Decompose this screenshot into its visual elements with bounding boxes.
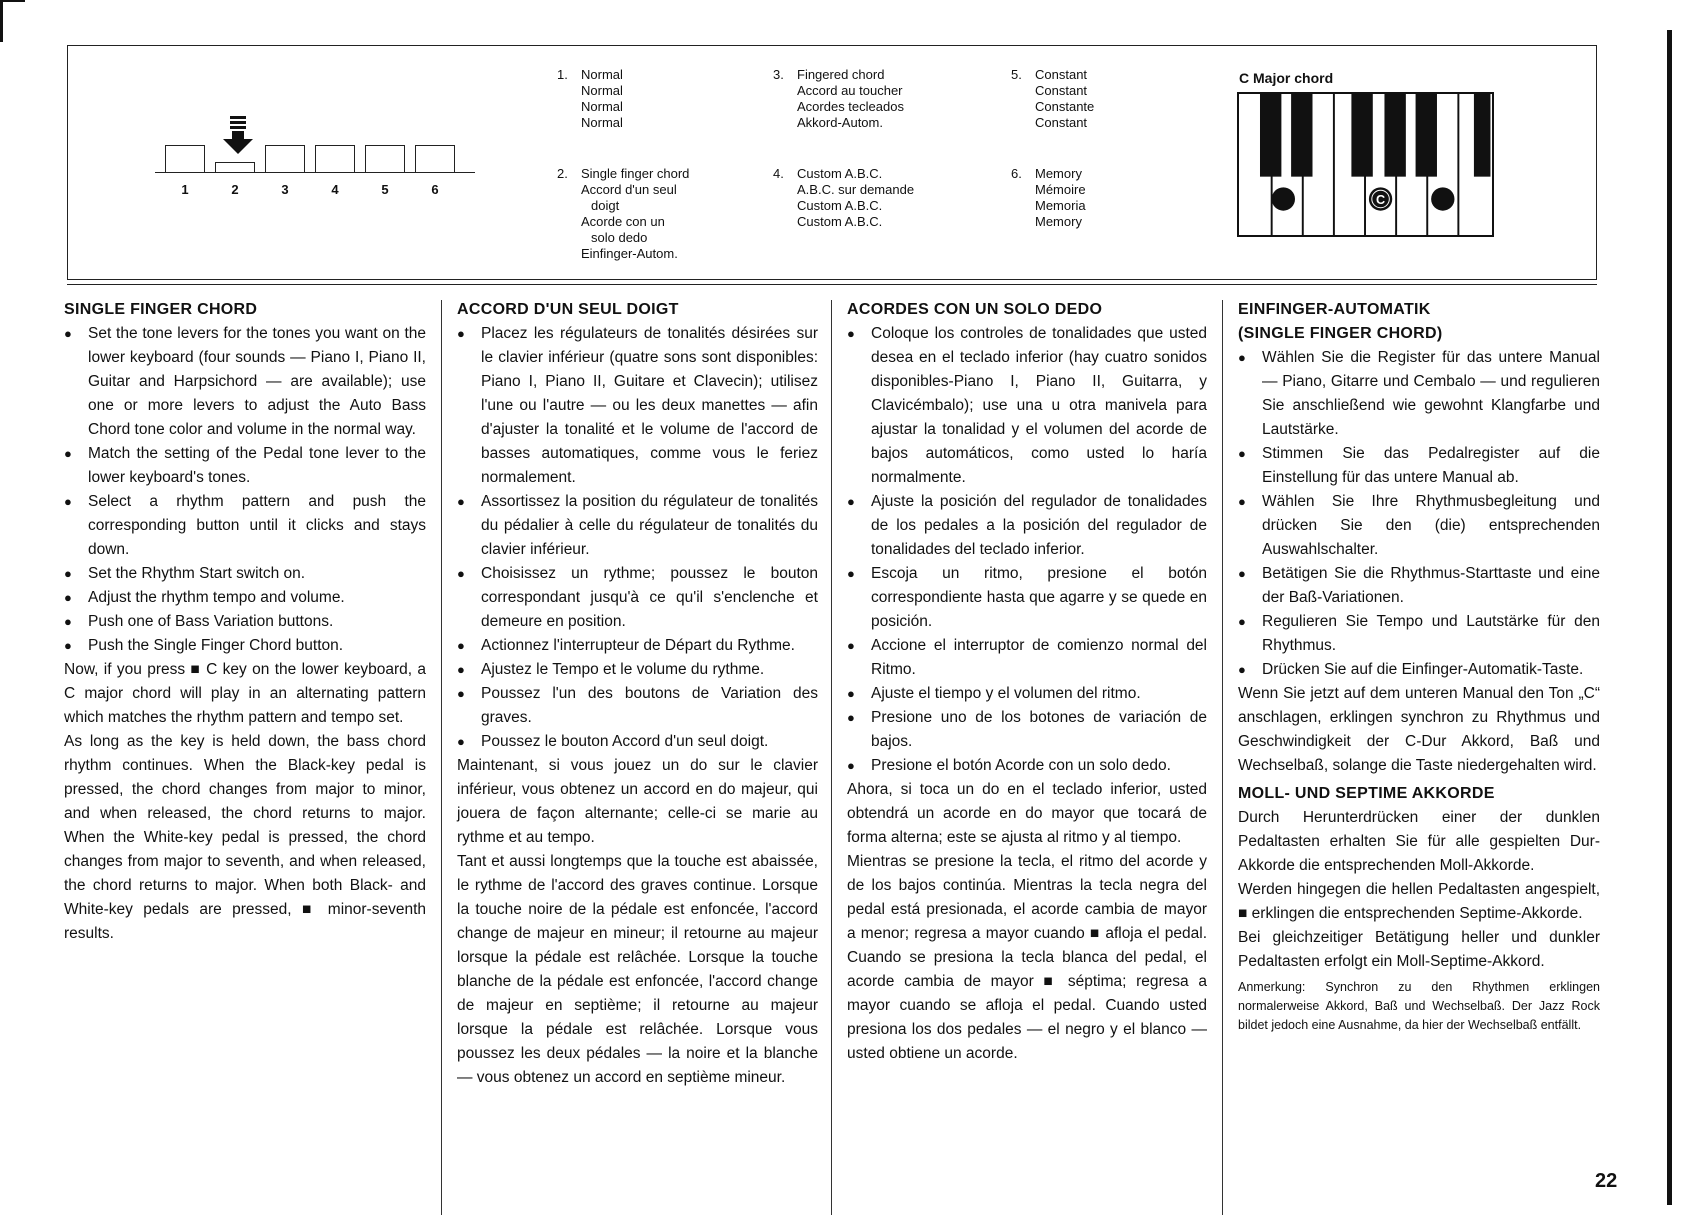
list-item: ● Select a rhythm pattern and push the corresponding button until it clicks and stays down. [64, 490, 426, 562]
body-paragraph: As long as the key is held down, the bass chord rhythm continues. When the Black-key pedal is pressed, the chord changes from major to minor, and when released, the chord returns to major. When the White-key pedal is pressed, the chord changes from major to seventh, and when released, the chord returns to major. When both Black- and White-key pedals are pressed, ■ minor-seventh results. [64, 733, 426, 942]
selector-button-1 [165, 145, 205, 172]
list-item: ● Coloque los controles de tonalidades que usted desea en el teclado inferior (hay cuatro sonidos disponibles-Piano I, Piano II, Guitarra, y Clavicémbalo); use una u otra manivela para ajustar la tonalidad y el volumen del acorde de bajos automáticos, como usted lo haría normalmente. [847, 322, 1207, 490]
mode-name: Acorde con un [581, 214, 665, 229]
list-item: ● Presione uno de los botones de variación de bajos. [847, 706, 1207, 754]
list-item: ● Poussez le bouton Accord d'un seul doigt. [457, 730, 818, 754]
spanish-steps [847, 322, 1207, 778]
body-paragraph: Now, if you press ■ C key on the lower keyboard, a C major chord will play in an alternating pattern which matches the rhythm pattern and tempo set. [64, 661, 426, 726]
list-item: ● Choisissez un rythme; poussez le bouton correspondant jusqu'à ce qu'il s'enclenche et demeure en position. [457, 562, 818, 634]
column-divider [831, 300, 832, 1215]
body-paragraph: Mientras se presione la tecla, el ritmo del acorde y de los bajos continúa. Mientras la tecla negra del pedal está presionada, el acorde cambia de mayor a menor; regresa a mayor cuando ■ afloja el pedal. Cuando se presiona la tecla blanca del pedal, el acorde cambia de mayor ■ séptima; regresa a mayor cuando se afloja el pedal. Cuando usted presiona los dos pedales — el negro y el blanco — usted obtiene un acorde. [847, 853, 1207, 1062]
mode-name: Constant [1035, 115, 1088, 130]
spanish-column [847, 298, 1207, 1066]
list-item: ● Stimmen Sie das Pedalregister auf die Einstellung für das untere Manual ab. [1238, 442, 1600, 490]
selector-label: 1 [181, 182, 189, 197]
body-paragraph: Wenn Sie jetzt auf dem unteren Manual den Ton „C“ anschlagen, erklingen synchron zu Rhythmus und Geschwindigkeit der C-Dur Akkord, Baß und Wechselbaß, solange die Taste niedergehalten wird. [1238, 685, 1600, 774]
list-item: ● Push one of Bass Variation buttons. [64, 610, 426, 634]
body-paragraph: Bei gleichzeitiger Betätigung heller und dunkler Pedaltasten erfolgt ein Moll-Septime-Akkord. [1238, 929, 1600, 970]
german-heading: EINFINGER-AUTOMATIK [1238, 301, 1431, 318]
page-number: 22 [1595, 1170, 1618, 1192]
list-item: ● Actionnez l'interrupteur de Départ du Rythme. [457, 634, 818, 658]
mode-name: Normal [581, 67, 623, 82]
body-paragraph: Werden hingegen die hellen Pedaltasten angespielt, ■ erklingen die entsprechenden Septime-Akkorde. [1238, 881, 1600, 922]
list-item: ● Poussez l'un des boutons de Variation des graves. [457, 682, 818, 730]
mode-name: Normal [581, 83, 623, 98]
german-heading-2: MOLL- UND SEPTIME AKKORDE [1238, 785, 1495, 802]
mode-name: A.B.C. sur demande [797, 182, 915, 197]
list-item: ● Adjust the rhythm tempo and volume. [64, 586, 426, 610]
list-item: ● Accione el interruptor de comienzo normal del Ritmo. [847, 634, 1207, 682]
mode-number: 2. [557, 166, 568, 181]
list-item: ● Placez les régulateurs de tonalités désirées sur le clavier inférieur (quatre sons sont disponibles: Piano I, Piano II, Guitare et Clavecin); utilisez l'une ou l'autre — ou les deux manettes — afin d'ajuster la tonalité et le volume de l'accord de basses automatiques, comme vous le feriez normalement. [457, 322, 818, 490]
list-item: ● Drücken Sie auf die Einfinger-Automatik-Taste. [1238, 658, 1600, 682]
mode-name: Akkord-Autom. [797, 115, 883, 130]
list-item: ● Betätigen Sie die Rhythmus-Starttaste und eine der Baß-Variationen. [1238, 562, 1600, 610]
column-divider [1222, 300, 1223, 1215]
mode-selector-diagram [155, 110, 475, 200]
keyboard-marker-label: C [1376, 192, 1386, 207]
page-edge-bar [1667, 30, 1672, 1205]
list-item: ● Presione el botón Acorde con un solo dedo. [847, 754, 1207, 778]
list-item: ● Regulieren Sie Tempo und Lautstärke für den Rhythmus. [1238, 610, 1600, 658]
english-column [64, 298, 426, 946]
french-steps [457, 322, 818, 754]
selector-button-3 [265, 145, 305, 172]
selector-button-6 [415, 145, 455, 172]
spanish-heading: ACORDES CON UN SOLO DEDO [847, 301, 1103, 318]
selector-button-4 [315, 145, 355, 172]
keyboard-title: C Major chord [1239, 70, 1334, 86]
list-item: ● Match the setting of the Pedal tone lever to the lower keyboard's tones. [64, 442, 426, 490]
mode-name: doigt [591, 198, 620, 213]
list-item: ● Wählen Sie Ihre Rhythmusbegleitung und drücken Sie den (die) entsprechenden Auswahlschalter. [1238, 490, 1600, 562]
mode-name: Custom A.B.C. [797, 214, 883, 229]
list-item: ● Ajuste el tiempo y el volumen del ritmo. [847, 682, 1207, 706]
german-steps [1238, 346, 1600, 682]
down-arrow-icon [223, 116, 253, 156]
mode-number: 6. [1011, 166, 1022, 181]
selector-button-2 [215, 162, 255, 172]
mode-name: Normal [581, 115, 623, 130]
body-paragraph: Tant et aussi longtemps que la touche est abaissée, le rythme de l'accord des graves continue. Lorsque la touche noire de la pédale est enfoncée, l'accord change de majeur en mineur; il retourne au majeur lorsque la pédale est relâchée. Lorsque la touche blanche de la pédale est enfoncée, l'accord change de majeur en septième; il retourne au majeur lorsque la pédale est relâchée. Lorsque vous poussez les deux pédales — la noire et la blanche — vous obtenez un accord en septième mineur. [457, 853, 818, 1086]
selector-label: 2 [231, 182, 239, 197]
mode-number: 3. [773, 67, 784, 82]
mode-name: Custom A.B.C. [797, 166, 883, 181]
mode-name: Memory [1035, 166, 1082, 181]
chord-note-marker [1272, 187, 1295, 210]
column-divider [441, 300, 442, 1215]
list-item: ● Set the tone levers for the tones you want on the lower keyboard (four sounds — Piano I, Piano II, Guitar and Harpsichord — are available); use one or more levers to adjust the Auto Bass Chord tone color and volume in the normal way. [64, 322, 426, 442]
selector-label: 6 [431, 182, 439, 197]
mode-number: 1. [557, 67, 568, 82]
list-item: ● Wählen Sie die Register für das untere Manual — Piano, Gitarre und Cembalo — und regulieren Sie anschließend wie gewohnt Klangfarbe und Lautstärke. [1238, 346, 1600, 442]
mode-name: Custom A.B.C. [797, 198, 883, 213]
german-column [1238, 298, 1600, 1035]
german-subheading: (SINGLE FINGER CHORD) [1238, 325, 1443, 342]
selector-label: 3 [281, 182, 289, 197]
body-paragraph: Durch Herunterdrücken einer der dunklen Pedaltasten erhalten Sie für alle gespielten Dur-Akkorde die entsprechenden Moll-Akkorde. [1238, 809, 1600, 874]
mode-name: Fingered chord [797, 67, 885, 82]
mode-name: Normal [581, 99, 623, 114]
list-item: ● Ajustez le Tempo et le volume du rythme. [457, 658, 818, 682]
list-item: ● Push the Single Finger Chord button. [64, 634, 426, 658]
list-item: ● Assortissez la position du régulateur de tonalités du pédalier à celle du régulateur de tonalités du clavier inférieur. [457, 490, 818, 562]
chord-note-marker [1431, 187, 1454, 210]
list-item: ● Ajuste la posición del regulador de tonalidades de los pedales a la posición del regulador de tonalidades del teclado inferior. [847, 490, 1207, 562]
selector-base-line [155, 172, 475, 173]
figure-bottom-rule [67, 284, 1597, 285]
selector-label: 4 [331, 182, 339, 197]
mode-number: 5. [1011, 67, 1022, 82]
footnote: Anmerkung: Synchron zu den Rhythmen erklingen normalerweise Akkord, Baß und Wechselbaß. Der Jazz Rock bildet jedoch eine Ausnahme, da hier der Wechselbaß entfällt. [1238, 980, 1600, 1032]
mode-name: Accord au toucher [797, 83, 903, 98]
mode-name: Constant [1035, 83, 1088, 98]
mode-name: Memoria [1035, 198, 1086, 213]
french-heading: ACCORD D'UN SEUL DOIGT [457, 301, 679, 318]
selector-button-5 [365, 145, 405, 172]
english-steps [64, 322, 426, 658]
mode-name: Mémoire [1035, 182, 1086, 197]
french-column [457, 298, 818, 1090]
mode-name: Single finger chord [581, 166, 690, 181]
list-item: ● Set the Rhythm Start switch on. [64, 562, 426, 586]
c-major-keyboard-diagram [1237, 92, 1494, 237]
mode-name: Memory [1035, 214, 1082, 229]
mode-number: 4. [773, 166, 784, 181]
mode-name: Constante [1035, 99, 1095, 114]
mode-name: solo dedo [591, 230, 648, 245]
mode-name: Acordes tecleados [797, 99, 904, 114]
mode-name: Accord d'un seul [581, 182, 677, 197]
body-paragraph: Ahora, si toca un do en el teclado inferior, usted obtendrá un acorde en do mayor que tocará de forma alterna; este se ajusta al ritmo y al tiempo. [847, 781, 1207, 846]
list-item: ● Escoja un ritmo, presione el botón correspondiente hasta que agarre y se quede en posición. [847, 562, 1207, 634]
body-paragraph: Maintenant, si vous jouez un do sur le clavier inférieur, vous obtenez un accord en do majeur, qui jouera de façon alternante; celle-ci se marie au rythme et au tempo. [457, 757, 818, 846]
page-corner-mark [0, 0, 25, 42]
english-heading: SINGLE FINGER CHORD [64, 301, 258, 318]
selector-label: 5 [381, 182, 389, 197]
mode-name: Constant [1035, 67, 1088, 82]
mode-name: Einfinger-Autom. [581, 246, 678, 261]
